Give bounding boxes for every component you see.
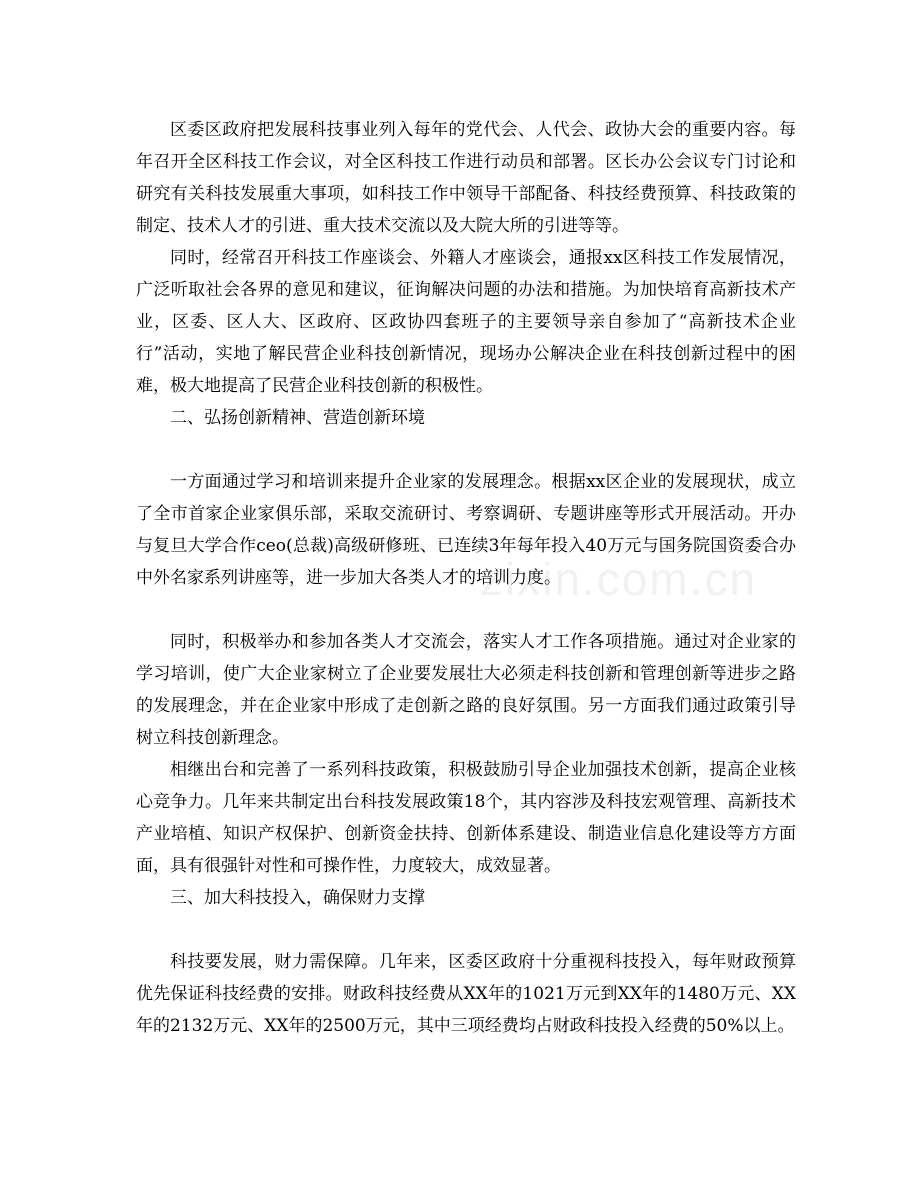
paragraph-funding: 科技要发展，财力需保障。几年来，区委区政府十分重视科技投入，每年财政预算优先保证科技经费的安排。财政科技经费从XX年的1021万元到XX年的1480万元、XX年的2132万元、XX年的2500万元，其中三项经费均占财政科技投入经费的50%以上。 xyxy=(136,952,796,1036)
paragraph-training: 一方面通过学习和培训来提升企业家的发展理念。根据xx区企业的发展现状，成立了全市首家企业家俱乐部，采取交流研讨、考察调研、专题讲座等形式开展活动。开办与复旦大学合作ceo(总裁)高级研修班、已连续3年每年投入40万元与国务院国资委合办中外名家系列讲座等，进一步加大各类人才的培训力度。 xyxy=(136,472,796,588)
paragraph-forums: 同时，经常召开科技工作座谈会、外籍人才座谈会，通报xx区科技工作发展情况，广泛听取社会各界的意见和建议，征询解决问题的办法和措施。为加快培育高新技术产业，区委、区人大、区政府、区政协四套班子的主要领导亲自参加了“高新技术企业行”活动，实地了解民营企业科技创新情况，现场办公解决企业在科技创新过程中的困难，极大地提高了民营企业科技创新的积极性。 xyxy=(136,248,796,396)
section-heading-3: 三、加大科技投入，确保财力支撑 xyxy=(170,888,425,908)
section-heading-2: 二、弘扬创新精神、营造创新环境 xyxy=(170,408,425,428)
paragraph-party-government: 区委区政府把发展科技事业列入每年的党代会、人代会、政协大会的重要内容。每年召开全区科技工作会议，对全区科技工作进行动员和部署。区长办公会议专门讨论和研究有关科技发展重大事项，如科技工作中领导干部配备、科技经费预算、科技政策的制定、技术人才的引进、重大技术交流以及大院大所的引进等等。 xyxy=(136,120,796,236)
paragraph-talent-exchange: 同时，积极举办和参加各类人才交流会，落实人才工作各项措施。通过对企业家的学习培训，使广大企业家树立了企业要发展壮大必须走科技创新和管理创新等进步之路的发展理念，并在企业家中形成了走创新之路的良好氛围。另一方面我们通过政策引导树立科技创新理念。 xyxy=(136,632,796,748)
watermark: zixin.com.cn xyxy=(480,553,758,605)
paragraph-policies: 相继出台和完善了一系列科技政策，积极鼓励引导企业加强技术创新，提高企业核心竞争力。几年来共制定出台科技发展政策18个，其内容涉及科技宏观管理、高新技术产业培植、知识产权保护、创新资金扶持、创新体系建设、制造业信息化建设等方方面面，具有很强针对性和可操作性，力度较大，成效显著。 xyxy=(136,760,796,876)
